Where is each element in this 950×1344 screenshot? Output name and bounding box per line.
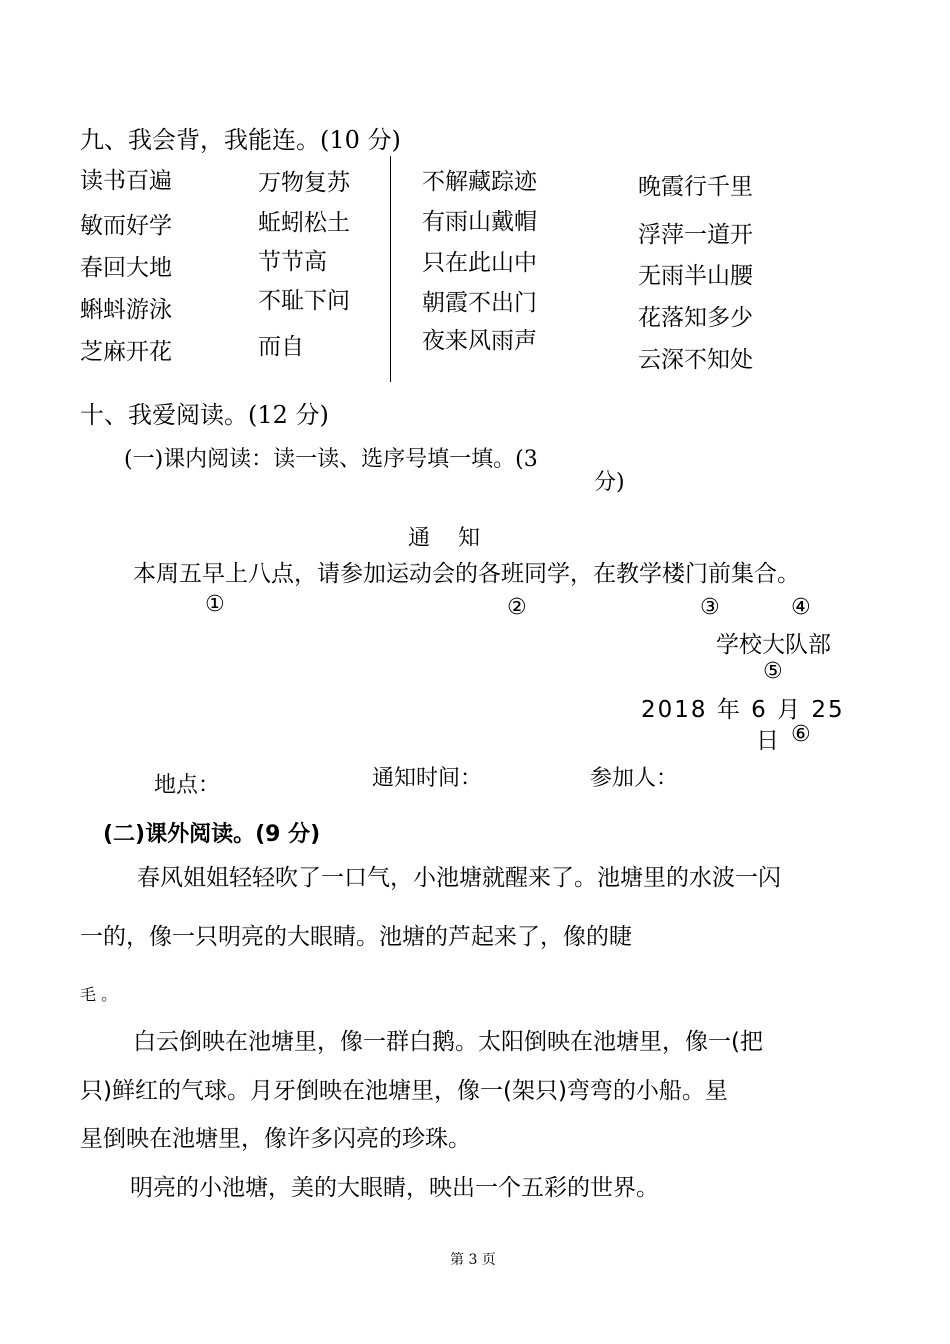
field-participants: 参加人：	[590, 766, 679, 791]
poem-first-line-1: 不解藏踪迹	[422, 169, 537, 195]
match-left-3: 春回大地	[80, 255, 172, 281]
passage-line-5: 只)鲜红的气球。月牙倒映在池塘里，像一(架只)弯弯的小船。星	[80, 1078, 728, 1104]
poem-second-line-1: 晚霞行千里	[638, 174, 753, 200]
match-left-2: 敏而好学	[80, 213, 172, 239]
poem-second-line-4: 花落知多少	[638, 305, 753, 331]
poem-second-line-5: 云深不知处	[638, 347, 753, 373]
part-2-title: (二)课外阅读。(9 分)	[103, 822, 321, 847]
poem-first-line-3: 只在此山中	[422, 250, 537, 276]
notice-date: 2018 年 6 月 25	[641, 697, 845, 723]
match-left-4: 蝌蚪游泳	[80, 297, 172, 323]
page-number: 第 3 页	[450, 1252, 496, 1268]
passage-line-4: 白云倒映在池塘里，像一群白鹅。太阳倒映在池塘里，像一(把	[133, 1029, 763, 1055]
marker-4: ④	[791, 595, 811, 620]
poem-second-line-2: 浮萍一道开	[638, 222, 753, 248]
match-left-1: 读书百遍	[80, 168, 172, 194]
marker-2: ②	[507, 595, 527, 620]
poem-first-line-5: 夜来风雨声	[422, 328, 537, 354]
section-9-title: 九、我会背，我能连。(10 分)	[80, 126, 401, 154]
poem-first-line-4: 朝霞不出门	[422, 290, 537, 316]
match-left-5: 芝麻开花	[80, 339, 172, 365]
passage-line-1: 春风姐姐轻轻吹了一口气，小池塘就醒来了。池塘里的水波一闪	[137, 865, 781, 891]
marker-1: ①	[205, 592, 225, 617]
notice-date-wrap: 日	[756, 728, 779, 754]
match-right-1: 万物复苏	[258, 170, 350, 196]
match-right-2: 蚯蚓松土	[258, 210, 350, 236]
passage-line-3: 毛 。	[80, 985, 118, 1004]
marker-6: ⑥	[791, 722, 811, 747]
poem-first-line-2: 有雨山戴帽	[422, 209, 537, 235]
notice-title: 通 知	[408, 526, 480, 551]
passage-line-2: 一的，像一只明亮的大眼睛。池塘的芦起来了，像的睫	[80, 924, 632, 950]
marker-3: ③	[700, 595, 720, 620]
part-1-title-wrap: 分)	[594, 470, 625, 495]
match-right-4: 不耻下问	[258, 288, 350, 314]
poem-second-line-3: 无雨半山腰	[638, 263, 753, 289]
passage-line-6: 星倒映在池塘里，像许多闪亮的珍珠。	[80, 1126, 471, 1152]
marker-5: ⑤	[763, 659, 783, 684]
notice-issuer: 学校大队部	[716, 632, 831, 658]
section-10-title: 十、我爱阅读。(12 分)	[80, 401, 329, 429]
passage-line-7: 明亮的小池塘，美的大眼睛，映出一个五彩的世界。	[130, 1175, 659, 1201]
part-1-title: (一)课内阅读：读一读、选序号填一填。(3	[124, 447, 538, 472]
field-location: 地点：	[154, 773, 221, 798]
notice-body: 本周五早上八点，请参加运动会的各班同学，在教学楼门前集合。	[133, 561, 800, 587]
match-right-3: 节节高	[258, 249, 327, 275]
column-divider	[390, 156, 391, 382]
match-right-5: 而自	[258, 334, 304, 360]
field-notice-time: 通知时间：	[372, 766, 483, 791]
